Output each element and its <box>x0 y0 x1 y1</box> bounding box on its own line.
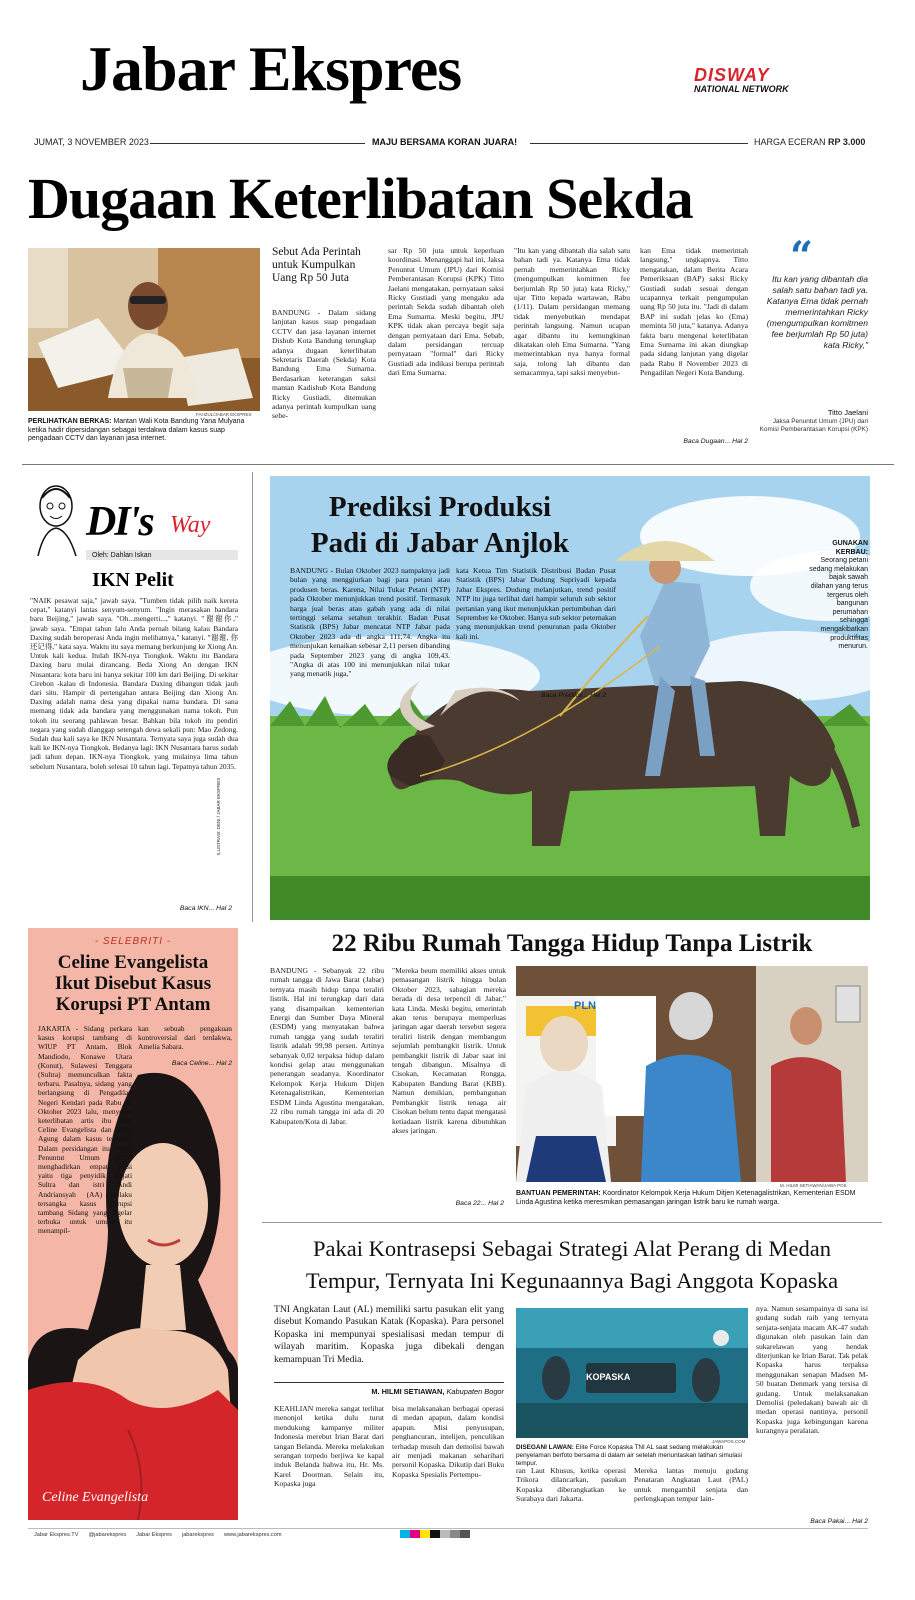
kopaska-photo-image <box>516 1308 748 1438</box>
disway-continue[interactable]: Baca IKN... Hal 2 <box>179 905 232 912</box>
swatch-gray-3 <box>460 1530 470 1538</box>
footer-social <box>34 1532 394 1538</box>
kopaska-byline-rule <box>274 1382 504 1383</box>
padi-credit: ILUSTRASI: DENI / JABAR EKSPRES <box>216 777 221 855</box>
lead-column-2: sar Rp 50 juta untuk keperluan koordinasi. Menanggapi hal ini, Jaksa Penuntut Umum (JPU) dari Komisi Pemberantasan Korupsi (KPK) Titto Jaelani mengatakan, pernyataan saksi Ricky Gustiadi yang mengaku ada perintah Sekda sudah dibantah oleh Ema Sumarna. Meski begitu, JPU KPK tidak akan percaya begit saja dengan pernyataan dari Ema. Sebab, dalam persidangan tercuap pernyataan "formal" dari Ricky Gustiadi ada indikasi berupa perintah dari Ema Sumarna. <box>388 246 504 378</box>
swatch-yellow <box>420 1530 430 1538</box>
kopaska-photo-text: KOPASKA <box>586 1372 631 1382</box>
kopaska-column-1: KEAHLIAN mereka sangat terlihat menonjol ketika dulu turut mendukung kampanye militer Indonesia merebut Irian Barat dari tangan Belanda. Mereka melakukan serangan torpedo berjiwa ke kapal induk Belanda bahwa itu, Hr. Ms. Karel Doorman. Selain itu, Kopaska juga <box>274 1404 384 1489</box>
footer-website-link[interactable]: www.jabarekspres.com <box>223 1532 282 1538</box>
section-rule-2 <box>262 1222 882 1223</box>
pull-quote: Itu kan yang dibantah dia salah satu bahan tadi ya. Katanya Ema tidak pernah memerintahkan Ricky (mengumpulkan komitmen fee berjumlah Rp 50 juta) kata Ricky," <box>766 274 868 350</box>
price-value: RP 3.000 <box>828 137 866 147</box>
kopaska-caption-text: Elite Force Kopaska TNI AL saat sedang melakukan penyelaman berfoto bersama di dalam air setelah menuntaskan latihan simulasi tempur. <box>516 1444 742 1467</box>
footer-tv-link[interactable]: Jabar Ekspres.TV <box>34 1532 79 1538</box>
swatch-gray-1 <box>440 1530 450 1538</box>
kopaska-caption-bold: DISEGANI LAWAN: <box>516 1444 574 1451</box>
kopaska-column-5: nya. Namun sesampainya di sana isi gudang sudah raib yang ternyata senjata-senjata macam AK-47 sudah digunakan oleh pasukan lain dan sukarelawan yang hendak diterjunkan ke Irian Barat. Tak pelak Kopaska harus terpaksa menggunakan senapan Madsen M-50 buatan Denmark yang tersisa di gudang. Untuk melaksanakan Demolisi (peledakan) bawah air di medan operasi nantinya, personil Kopaska juga kebingungan karena kurangnya peralatan. <box>756 1304 868 1436</box>
padi-side-caption <box>806 540 868 652</box>
listrik-caption <box>516 1190 870 1207</box>
kopaska-byline-place: Kabupaten Bogor <box>446 1387 504 1396</box>
disway-body: "NAIK pesawat saja," jawab saya. "Tumben tidak pilih naik kereta cepat," katanyi lantas senyum-senyum. "Ingin merasakan bandara baru Beijing," jawab saya. "Oh...mengerti...," katanyi. "谢谢你," jawab saya. "Empat tahun lalu Anda pernah bilang kalau Bandara Daxing sudah beroperasi Anda ingin melihatnya," katanyi. "谢谢, 你还记得," kata saya. Waktu itu saya memang berkunjung ke Xiong An. Untuk kali kedua. Itulah IKN-nya Tiongkok. Waktu itu Bandara Daxing baru mulai dirancang. Beda Xiong An dengan IKN Nusantara: kota baru ini hanya sekitar 100 km dari Beijing. Di sekitar Cirebon -kalau di Indonesia. Bandara Daxing dibangun tidak jauh dari situ. Hampir di pertengahan antara Beijing dan Xiong An. Daxing adalah nama desa yang dipakai nama bandara. Di sana memang tidak ada bandara yang menggunakan nama tokoh. Pun tokoh itu seorang pahlawan besar. Bahkan bila tokoh itu pendiri negara yang sudah dianggap setengah dewa sekali pun: Mao Zedong. Sudah dua kali saya ke IKN Nusantara. Ternyata saya juga sudah dua kali ke IKN-nya Tiongkok. Bedanya lagi: IKN Nusantara harus sudah jadi tahun depan. IKN-nya Tiongkok, yang mulainya lima tahun sebelum Nusantara, boleh selesai 10 tahun lagi. Tepatnya tahun 2035. <box>30 596 238 771</box>
padi-headline-1: Prediksi Produksi <box>328 491 552 523</box>
dahlan-portrait <box>30 476 82 556</box>
portrait-sketch <box>30 476 82 556</box>
swatch-cyan <box>400 1530 410 1538</box>
kopaska-byline-name: M. HILMI SETIAWAN, <box>371 1387 445 1396</box>
kopaska-column-4: Mereka lantas menuju gudang Penataran Angkatan Laut (PAL) untuk mengambil senjata dan perlengkapan tempur lain- <box>634 1466 748 1504</box>
disway-brand: DISWAY <box>694 65 770 85</box>
selebriti-label: - SELEBRITI - <box>94 936 172 947</box>
kopaska-headline-2: Tempur, Ternyata Ini Kegunaannya Bagi Anggota Kopaska <box>305 1268 839 1293</box>
kopaska-caption <box>516 1444 748 1468</box>
kopaska-continue[interactable]: Baca Pakai... Hal 2 <box>810 1518 868 1525</box>
celine-signature: Celine Evangelista <box>42 1490 149 1505</box>
column-divider <box>252 472 253 922</box>
disway-logo-main: DI's <box>86 499 153 545</box>
kopaska-photo <box>516 1308 748 1438</box>
masthead-rule-left <box>150 143 365 144</box>
lead-headline: Dugaan Keterlibatan Sekda <box>28 166 693 231</box>
selebriti-headline: Celine Evangelista Ikut Disebut Kasus Korupsi PT Antam <box>54 952 212 1015</box>
listrik-column-1: BANDUNG - Sebanyak 22 ribu rumah tangga di Jawa Barat (Jabar) ternyata masih hidup tanpa teraliri listrik. Hal ini terungkap dari data yang disampaikan kementerian Energi dan Sumber Daya Mineral (ESDM) yang menyatakan bahwa rumah tangga yang sudah teraliri listrik adalah 99,98 persen. Artinya sebanyak 0,02 terpaksa hidup dalam kondisi gelap atau menggunakan penerangan seadanya. Koordinator Kelompok Kerja Hukum Ditjen Ketenagalistrikan, Kementerian ESDM Linda Agustina mengatakan, 22 ribu rumah tangga ini ada di 20 Kabupaten/Kota di Jabar. <box>270 966 384 1126</box>
masthead-title: Jabar Ekspres <box>80 33 462 104</box>
selebriti-column-2: kan sebuah pengakuan kontroversial dari terdakwa, Amelia Sabara. <box>138 1024 232 1052</box>
listrik-column-2: "Mereka beum memiliki akses untuk pemasangan listrik hingga bulan Oktober 2023, sabagian mereka berada di desa terpencil di Jabar," kata Linda. Meski begitu, emerintah akan terus berupaya memperluas jaringan agar daerah tersebut segera teraliri listrik dengan membangun sejumlah pembangkit listrik. Untuk pembangkit listrik di Jabar saat ini tengah dibangun. Misalnya di Cisokan, Kecamatan Rongga, Kabupaten Bandung Barat (KBB). Namun demikian, pembangunan Pembangkit listrik tenaga air Cisokan belum tentu dapat mengatasi ketiadaan listrik karena dibutuhkan akses jaringan. <box>392 966 506 1135</box>
listrik-photo <box>516 966 868 1182</box>
kopaska-byline <box>274 1387 504 1396</box>
kopaska-column-3: ran Laut Khusus, ketika operasi Trikora dilancarkan, pasukan Kopaska diberangkatkan ke Surabaya dari Jakarta. <box>516 1466 626 1504</box>
padi-side-caption-text: Seorang petani sedang melakukan bajak sawah dilahan yang terus tergerus oleh bangunan perumahan sehingga mengakibatkan produktifitas menurun. <box>809 557 868 651</box>
padi-side-caption-bold: GUNAKAN KERBAU: <box>832 540 868 556</box>
lead-photo <box>28 248 260 411</box>
masthead-rule-right <box>530 143 748 144</box>
tagline: MAJU BERSAMA KORAN JUARA! <box>372 137 518 147</box>
kopaska-photo-credit: JAWAPOS.COM <box>712 1439 746 1444</box>
kopaska-headline-1: Pakai Kontrasepsi Sebagai Strategi Alat Perang di Medan <box>312 1236 831 1261</box>
listrik-caption-text: Koordinator Kelompok Kerja Hukum Ditjen Ketenagalistrikan, Kementerian ESDM Linda Agustina ketika meresmikan pemasangan jaringan listrik baru ke rumah warga. <box>516 1190 856 1206</box>
lead-continue[interactable]: Baca Dugaan... Hal 2 <box>683 438 748 445</box>
lead-photo-image <box>28 248 260 411</box>
padi-continue[interactable]: Baca Prediksi... Hal 2 <box>541 692 606 699</box>
listrik-photo-credit: M. HILMI SETIAWAN/JAWA POS <box>780 1183 847 1188</box>
quote-name: Titto Jaelani <box>827 408 868 417</box>
lead-column-1: BANDUNG - Dalam sidang lanjutan kasus suap pengadaan CCTV dan jasa layanan internet Dishub Kota Bandung terungkap adanya dugaan keterlibatan Sekretaris Daerah (Sekda) Kota Bandung Ema Sumarna. Berdasarkan keterangan saksi mantan Kadishub Kota Bandung Ricky Gustiadi, ditemukan adanya perintah kumpulkan uang sebe- <box>272 308 376 421</box>
lead-caption-bold: PERLIHATKAN BERKAS: <box>28 418 112 425</box>
lead-column-4: kan Ema tidak memerintah langsung," ungkapnya. Titto mengatakan, dalam Berita Acara Pemeriksaan (BAP) saksi Ricky Gustiadi sudah sesuai dengan ucapannya terkait pengumpulan uang Rp 50 juta itu. "Jadi di dalam BAP ini sudah jelas ko (Ema) meminta 50 juta," katanya. Adanya fakta baru mengenai keterlibatan Ema Sumarna ini akan diungkap pada sidang lanjutan yang digelar pada Rabu 8 November 2023 di Pengadilan Negeri Kota Bandung. <box>640 246 748 378</box>
padi-headline-2: Padi di Jabar Anjlok <box>310 527 570 559</box>
listrik-pln-sign: PLN <box>574 1000 596 1012</box>
listrik-headline: 22 Ribu Rumah Tangga Hidup Tanpa Listrik <box>331 930 813 957</box>
disway-logo <box>694 66 824 95</box>
footer-facebook-link[interactable]: Jabar Ekspres <box>136 1532 172 1538</box>
date-line: JUMAT, 3 NOVEMBER 2023 <box>34 137 149 147</box>
selebriti-column-1: JAKARTA - Sidang perkara kasus korupsi tambang di WIUP PT Antam, Blok Mandiodo, Konawe Utara (Konut), Sulawesi Tenggara (Sultra) memunculkan fakta terbaru. Pasalnya, sidang yang berlangsung di Pengadilan Negeri Kendari pada Rabu 25 Oktober 2023 lalu, menyebut keterlibatan artis ibu kota Celine Evangelista dan Jaksa Agung dalam kasus tersebut. Dalam persidangan itu, Jaksa Penuntut Umum (JPU) menghadirkan empat saksi yaitu tiga penyidik Kejati Sultra dan istri Andi Andriansyah (AA) selaku tersangka kasus korupsi tambang Sidang yang digelar terbuka untuk umum itu menampil- <box>38 1024 132 1236</box>
lead-kicker: Sebut Ada Perintah untuk Kumpulkan Uang Rp 50 Juta <box>272 246 361 284</box>
padi-column-2: kata Ketua Tim Statistik Distribusi Badan Pusat Statistik (BPS) Jabar Dudung Supriyadi kepada Jabar Ekspres. Dudung melanjutkan, trend positif NTP itu juga terlihat dari hampir seluruh sub sektor pertanian yang ikut menunjukkan pertumbuhan dari September ke Oktober. Hanya sub sektor peternakan yang menunjukkan trend penurunan pada Oktober kali ini. <box>456 566 616 641</box>
color-registration-bar <box>400 1530 470 1538</box>
kopaska-column-2: bisa melaksanakan berbagai operasi di medan apapun, dalam kondisi apapun. Misi penyusupan, penghancuran, intelijen, penculikan terhadap musuh dan demolisi bawah air menjadi makanan seharihari personil Kopaska. Dikutip dari Buku Kopaska Spesialis Pertempu- <box>392 1404 504 1479</box>
disway-logo-script: Way <box>170 512 211 538</box>
swatch-magenta <box>410 1530 420 1538</box>
listrik-photo-image <box>516 966 868 1182</box>
kopaska-lede: TNI Angkatan Laut (AL) memiliki sartu pasukan elit yang disebut Komando Pasukan Katak (Kopaska). Para personel Kopaska ini mempunyai spesialisasi medan tempur di wilayah maritim. Kopaska juga dibekali dengan kemampuan Tri Media. <box>274 1304 504 1365</box>
footer-instagram-link[interactable]: jabarekspres <box>181 1532 214 1538</box>
lead-photo-credit: FAHZUL/JABAR EKSPRES <box>196 412 252 417</box>
disway-byline: Oleh: Dahlan Iskan <box>92 552 152 559</box>
padi-column-1: BANDUNG - Bulan Oktober 2023 nampaknya jadi bulan yang menggiurkan bagi para petani atau produsen beras. Karena, Nilai Tukar Petani (NTP) pada Oktober menunjukkan trend positif. Termasuk harga jual beras atau gabah yang ada di nilai tertinggi selama setahun terakhir. Badan Pusat Statistik (BPS) Jabar mencatat NTP Jabar pada Oktober 2023 ada di angka 111,74. Angka itu menunjukan kenaikan sebesar 2,11 persen dibanding pada September 2023 yang di angka 109,43. "Angka di atas 100 ini menunjukkan nilai tukar yang menarik juga," <box>290 566 450 679</box>
quote-role: Jaksa Penuntut Umum (JPU) dari Komisi Pemberantasan Korupsi (KPK) <box>759 418 868 433</box>
price-label: HARGA ECERAN <box>754 137 826 147</box>
footer-twitter-link[interactable]: @jabarekspres <box>88 1532 127 1538</box>
selebriti-continue[interactable]: Baca Celine... Hal 2 <box>171 1060 232 1067</box>
swatch-black <box>430 1530 440 1538</box>
quote-icon: “ <box>790 233 814 280</box>
disway-headline: IKN Pelit <box>92 569 174 591</box>
section-rule-1 <box>22 464 894 465</box>
disway-brand-sub: NATIONAL NETWORK <box>694 84 789 94</box>
lead-caption-text: Mantan Wali Kota Bandung Yana Mulyana ketika hadir dipersidangan sebagai terdakwa dalam kasus suap pengadaan CCTV dan layanan jasa internet. <box>28 418 245 443</box>
footer-rule <box>28 1528 868 1529</box>
lead-photo-caption <box>28 418 260 444</box>
swatch-gray-2 <box>450 1530 460 1538</box>
price <box>754 137 865 147</box>
listrik-continue[interactable]: Baca 22... Hal 2 <box>455 1200 504 1207</box>
listrik-caption-bold: BANTUAN PEMERINTAH: <box>516 1190 601 1197</box>
lead-column-3: "Itu kan yang dibantah dia salah satu bahan tadi ya. Katanya Ema tidak pernah memerintahkan Ricky (mengumpulkan komitmen fee berjumlah Rp 50 juta) kata Ricky," ujar Titto kepada wartawan, Rabu (1/11). Dalam persidangan memang tidak menyebutkan mendapat perintah langsung. Namun ucapan agar dibantu itu kemungkinan dikatakan oleh Ema Sumarna. "Yang memerintahkan nya hanya formal saja, tolong lah dibantu dan semacamnya, tapi saksi menyebut- <box>514 246 630 378</box>
